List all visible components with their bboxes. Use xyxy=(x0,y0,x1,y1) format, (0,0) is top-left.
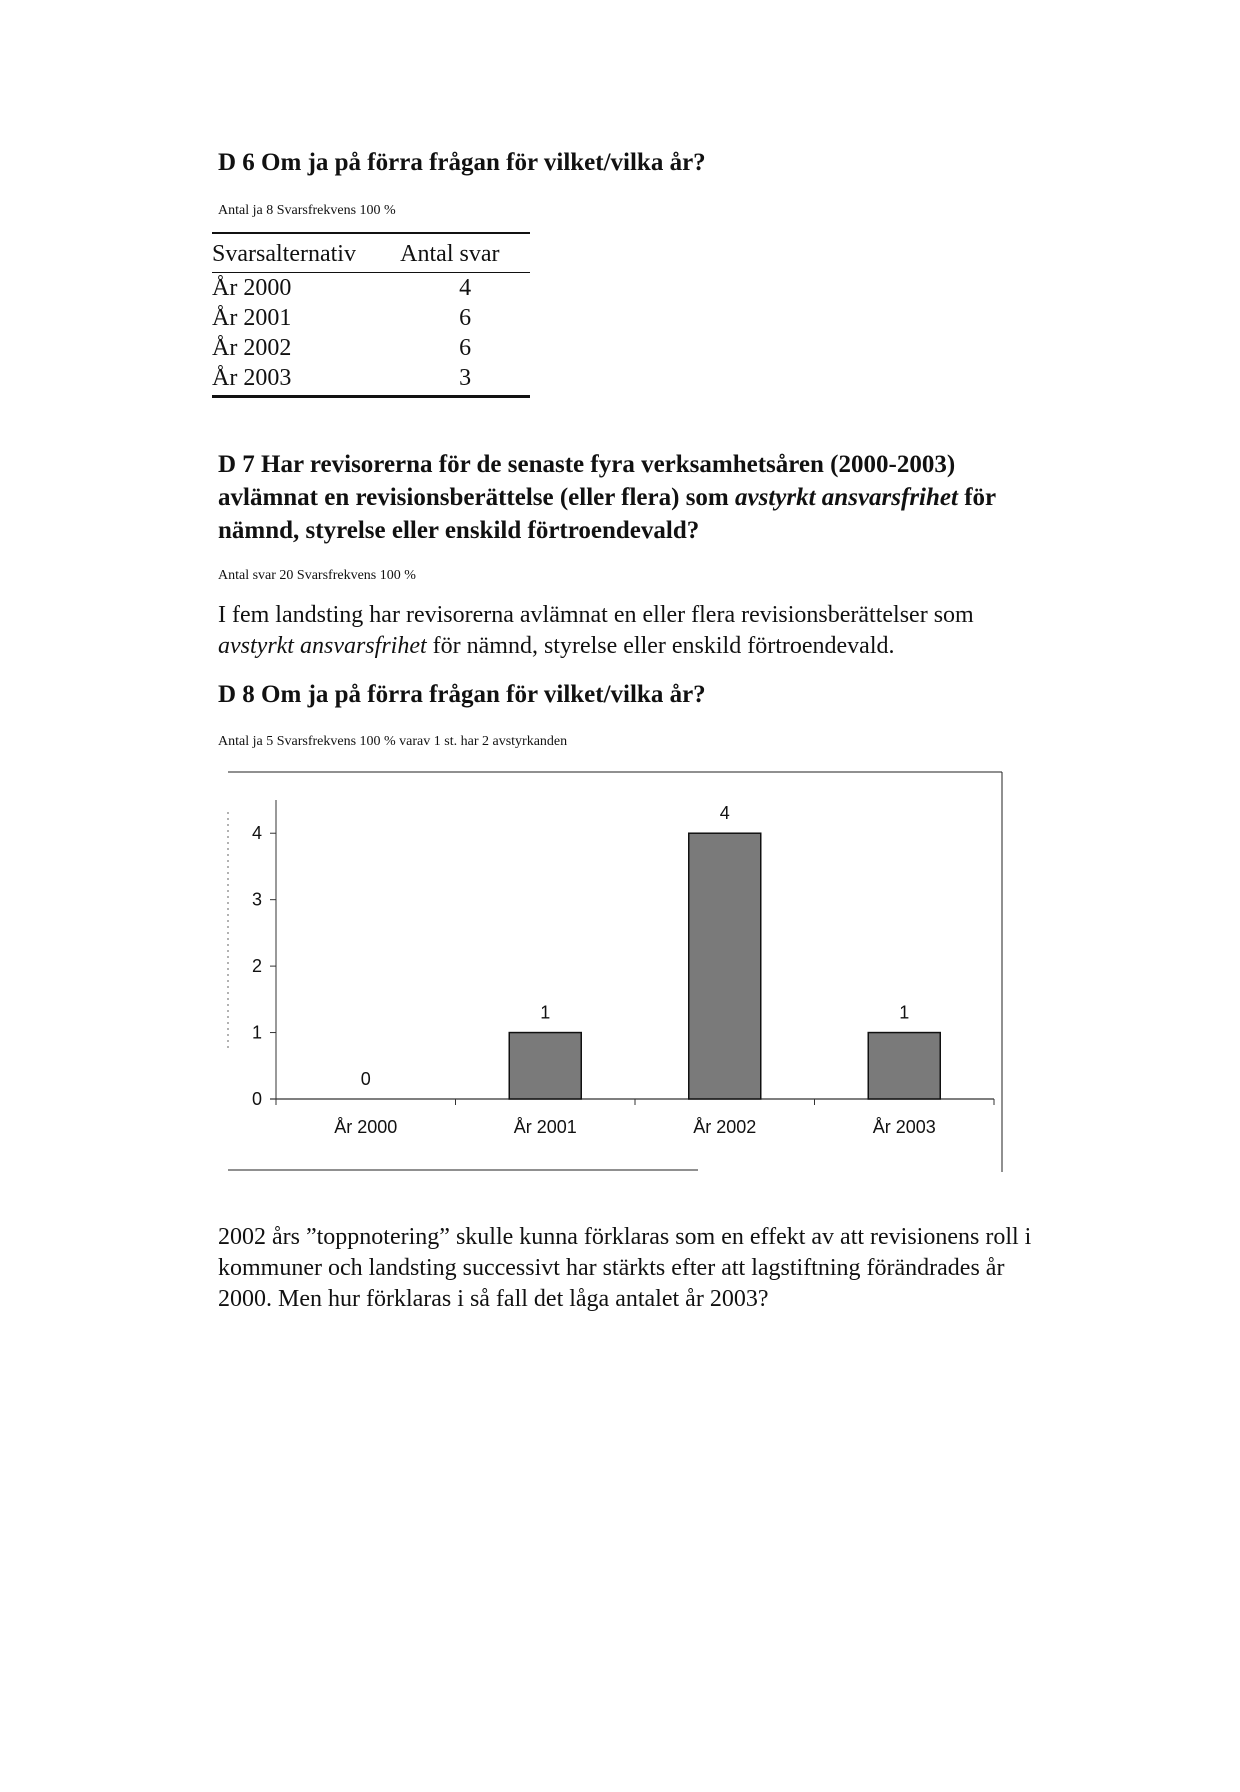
y-tick-label: 2 xyxy=(251,956,262,977)
bar xyxy=(509,1033,581,1099)
table-row xyxy=(212,303,530,333)
chart-plot-area xyxy=(252,800,994,1137)
bar-data-label: 1 xyxy=(899,1002,910,1023)
d8-bar-chart xyxy=(228,772,1004,1172)
d6-heading: D 6 Om ja på förra frågan för vilket/vilka år? xyxy=(218,149,706,176)
row-value: 4 xyxy=(459,275,472,301)
y-tick-label: 1 xyxy=(251,1022,262,1043)
d6-table xyxy=(212,232,530,398)
d7-answer-part-a: I fem landsting har revisorerna avlämnat en eller flera revisionsberättelser som xyxy=(218,602,974,628)
x-category-label: År 2001 xyxy=(513,1117,577,1137)
table-row xyxy=(212,273,530,304)
table-row xyxy=(212,363,530,397)
row-label: År 2003 xyxy=(212,365,292,391)
row-value: 6 xyxy=(459,335,472,361)
row-value: 6 xyxy=(459,305,472,331)
bar-data-label: 4 xyxy=(719,803,730,824)
row-value: 3 xyxy=(459,365,472,391)
d7-answer xyxy=(218,600,1048,662)
bar-data-label: 1 xyxy=(540,1002,551,1023)
col-header-count: Antal svar xyxy=(400,241,500,267)
row-label: År 2000 xyxy=(212,275,292,301)
d6-meta: Antal ja 8 Svarsfrekvens 100 % xyxy=(218,203,396,218)
table-header-row xyxy=(212,233,530,273)
d7-heading xyxy=(218,448,1038,547)
table-row xyxy=(212,333,530,363)
d7-meta: Antal svar 20 Svarsfrekvens 100 % xyxy=(218,568,416,583)
row-label: År 2001 xyxy=(212,305,292,331)
col-header-alternative: Svarsalternativ xyxy=(212,241,356,267)
conclusion-paragraph: 2002 års ”toppnotering” skulle kunna förklaras som en effekt av att revisionens roll i kommuner och landsting successivt har stärkts efter att lagstiftning förändrades år 2000. Men hur förklaras i så fall det låga antalet år 2003? xyxy=(218,1224,1032,1312)
d8-meta: Antal ja 5 Svarsfrekvens 100 % varav 1 st. har 2 avstyrkanden xyxy=(218,734,568,749)
bar xyxy=(689,833,761,1099)
x-category-label: År 2000 xyxy=(334,1117,398,1137)
d7-answer-part-b: för nämnd, styrelse eller enskild förtroendevald. xyxy=(426,633,895,659)
d7-heading-emphasis: avstyrkt ansvarsfrihet xyxy=(735,484,958,511)
y-tick-label: 3 xyxy=(251,889,262,910)
y-tick-label: 0 xyxy=(251,1089,262,1109)
d7-heading-part-b: för nämnd, styrelse eller enskild förtroendevald? xyxy=(218,484,996,544)
bar xyxy=(868,1033,940,1099)
y-tick-label: 4 xyxy=(251,823,262,844)
bar-data-label: 0 xyxy=(360,1069,371,1089)
x-category-label: År 2003 xyxy=(872,1117,936,1137)
d7-heading-part-a: D 7 Har revisorerna för de senaste fyra verksamhetsåren (2000-2003) avlämnat en revisionsberättelse (eller flera) som xyxy=(218,451,956,511)
row-label: År 2002 xyxy=(212,335,292,361)
d7-answer-emphasis: avstyrkt ansvarsfrihet xyxy=(218,633,427,659)
d8-heading: D 8 Om ja på förra frågan för vilket/vilka år? xyxy=(218,681,706,708)
chart-svg xyxy=(228,772,1004,1172)
x-category-label: År 2002 xyxy=(693,1117,757,1137)
